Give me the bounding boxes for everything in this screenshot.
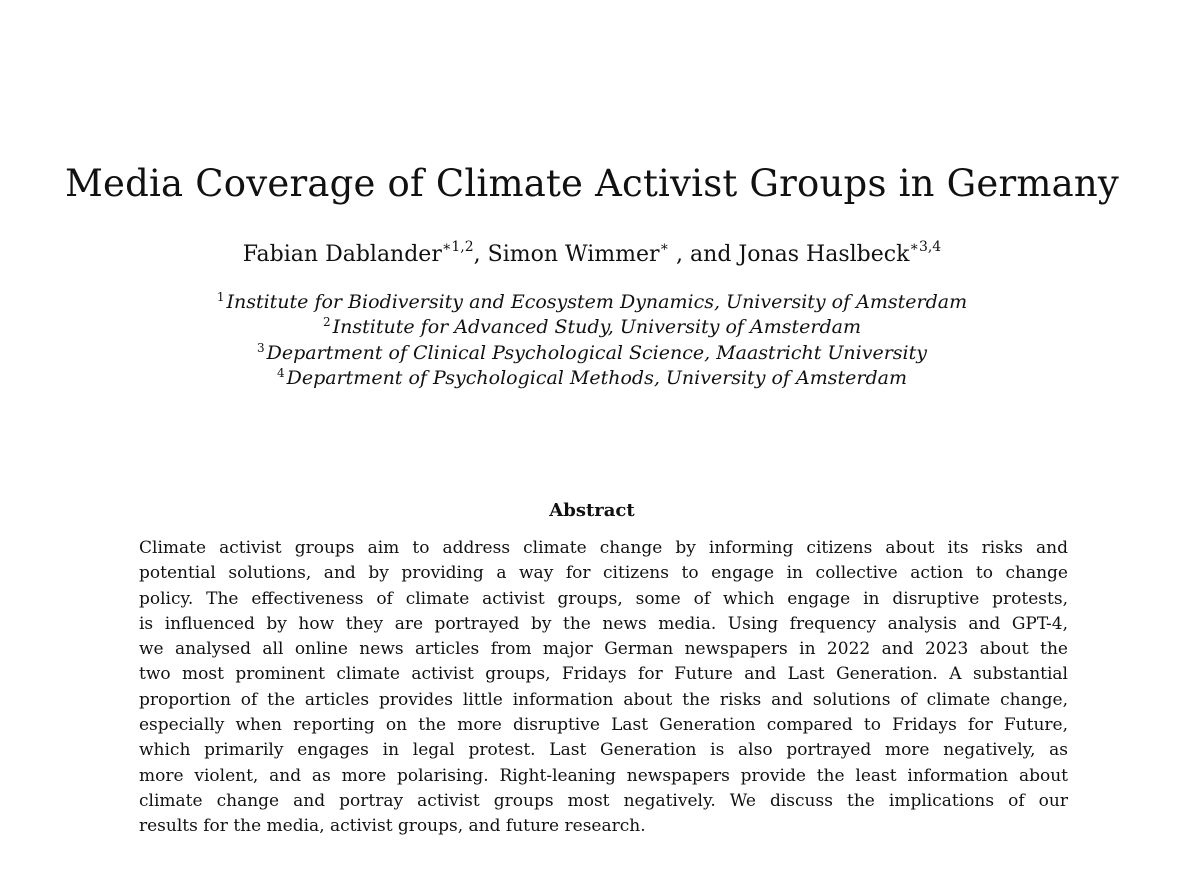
author-marks: ∗3,4	[909, 239, 942, 255]
author-list	[0, 238, 1184, 272]
affiliation-number: 3	[257, 340, 265, 355]
author-name: Fabian Dablander	[242, 242, 442, 267]
author-name: Simon Wimmer	[487, 242, 660, 267]
abstract-line: proportion of the articles provides little information about the risks and solutions of climate change,	[139, 689, 1068, 710]
author-separator: , and	[669, 242, 739, 267]
affiliation	[0, 366, 1184, 391]
abstract-line: potential solutions, and by providing a way for citizens to engage in collective action to change	[139, 563, 1068, 584]
author-name: Jonas Haslbeck	[738, 242, 910, 267]
abstract-line: is influenced by how they are portrayed by the news media. Using frequency analysis and GPT-4,	[139, 613, 1068, 634]
abstract-line: which primarily engages in legal protest. Last Generation is also portrayed more negatively, as	[139, 740, 1068, 761]
affiliation-number: 2	[323, 315, 331, 330]
affiliation	[0, 315, 1184, 340]
affiliation-text: Department of Clinical Psychological Science, Maastricht University	[266, 341, 927, 364]
abstract-body	[139, 536, 1068, 840]
abstract-line: we analysed all online news articles from major German newspapers in 2022 and 2023 about the	[139, 639, 1068, 660]
abstract-line: policy. The effectiveness of climate activist groups, some of which engage in disruptive protests,	[139, 588, 1068, 609]
author-marks: ∗1,2	[441, 239, 474, 255]
abstract-heading: Abstract	[549, 500, 635, 521]
author-marks: ∗	[659, 239, 670, 255]
affiliation	[0, 341, 1184, 366]
author-separator: ,	[473, 242, 488, 267]
affiliation-number: 4	[276, 365, 285, 380]
affiliation-text: Institute for Advanced Study, University of Amsterdam	[332, 316, 861, 339]
affiliation-text: Department of Psychological Methods, University of Amsterdam	[286, 366, 908, 389]
abstract-line: two most prominent climate activist groups, Fridays for Future and Last Generation. A substantial	[139, 664, 1068, 685]
abstract-line: climate change and portray activist groups most negatively. We discuss the implications of our	[139, 790, 1068, 811]
abstract-line: results for the media, activist groups, and future research.	[139, 816, 646, 837]
paper-title: Media Coverage of Climate Activist Groups in Germany	[64, 162, 1120, 205]
affiliation-text: Institute for Biodiversity and Ecosystem Dynamics, University of Amsterdam	[226, 291, 968, 313]
affiliation-number: 1	[216, 290, 225, 304]
abstract-line: Climate activist groups aim to address climate change by informing citizens about its risks and	[139, 538, 1068, 558]
affiliation	[0, 290, 1184, 315]
abstract-line: more violent, and as more polarising. Right-leaning newspapers provide the least information about	[139, 765, 1068, 786]
affiliation-list	[0, 290, 1184, 391]
abstract-line: especially when reporting on the more disruptive Last Generation compared to Fridays for Future,	[139, 715, 1068, 736]
